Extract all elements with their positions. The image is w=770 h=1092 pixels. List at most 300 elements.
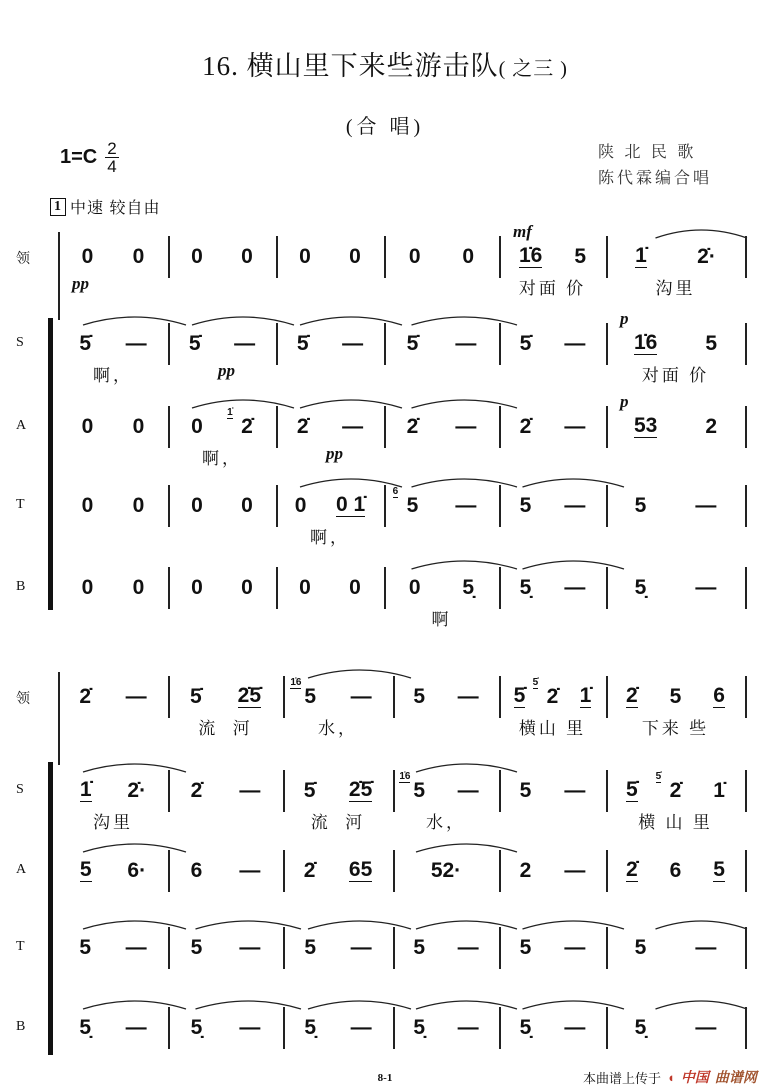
barline [276,323,278,365]
note: 6 [713,684,725,707]
rehearsal-mark: 1 [50,198,66,216]
staff-bracket [48,762,53,1055]
note: 5̣ [519,1016,532,1039]
note: — [457,685,479,708]
note: 2̇ 5̇ [655,771,682,802]
note: 1̇6 [518,244,543,267]
note: 5̇ [519,332,532,355]
lyric: 横山 里 [518,719,587,738]
note: 1̇6 [633,331,658,354]
measure [287,778,389,804]
measure [280,244,380,270]
measure [610,244,741,270]
measure [62,493,164,519]
lyric: 对面 价 [518,279,587,298]
dynamic-marking: mf [513,222,532,241]
tie-arc [83,921,186,929]
tie-arc [300,317,402,325]
note: 2̇5̇ [348,778,373,801]
note: 5 [413,685,426,708]
note: 5 [304,936,317,959]
measure [503,575,602,601]
measure [610,684,741,710]
site-name-b: 曲谱网 [714,1069,757,1085]
note: — [564,332,586,355]
barline [276,236,278,278]
measure [62,414,164,440]
note: 53 [633,414,658,437]
note: 0 [349,245,361,268]
barline [745,1007,747,1049]
barline [499,770,501,812]
staff-label: T [16,497,25,512]
tie-arc [416,844,517,852]
lyric: 对面 价 [641,366,710,385]
measure [280,414,380,440]
barline [384,485,386,527]
measure [388,331,495,357]
note: 5̇ [79,332,92,355]
barline [745,770,747,812]
note: 2̇ [296,415,309,438]
tie-arc [300,400,402,408]
barline [499,1007,501,1049]
note: 0 [191,494,203,517]
lyric: 流 河 [310,813,366,832]
barline [283,927,285,969]
note: 0 [349,576,361,599]
note: — [455,415,477,438]
tie-arc [83,844,186,852]
dynamic-marking: p [620,392,629,411]
measure [62,244,164,270]
measure [397,684,495,710]
note: 5̇ [303,779,316,802]
note: 2̇ 5̇ [532,677,559,708]
measure [503,778,602,804]
barline [745,567,747,609]
note: 5̇ [188,332,201,355]
note: 0 [299,576,311,599]
lyric: 啊， [93,366,133,385]
note: 0 [191,576,203,599]
measure [388,575,495,601]
tempo-text: 中速 较自由 [70,200,161,217]
measure [610,493,741,519]
barline [745,676,747,718]
measure [172,1015,279,1041]
measure [172,935,279,961]
note: 0 [241,245,253,268]
barline [276,485,278,527]
barline [499,485,501,527]
note: 6 [669,859,682,882]
note: 2̇ [303,859,316,882]
note: 65 [348,858,373,881]
barline [384,406,386,448]
barline [745,927,747,969]
barline [168,567,170,609]
barline [499,323,501,365]
grace-note: 6 [392,486,399,497]
measure [172,684,279,710]
note: — [125,936,147,959]
staff-label: S [16,335,24,350]
tie-arc [196,921,302,929]
tie-arc [523,921,625,929]
tie-arc [83,1001,186,1009]
measure [610,575,741,601]
note: 0 [132,494,145,517]
grace-note: 1̇ [227,407,233,418]
tie-arc [308,1001,411,1009]
barline [384,323,386,365]
note: 5̣ [413,1016,426,1039]
measure [610,1015,741,1041]
measure [397,1015,495,1041]
note: 2̇5̇ [237,684,261,707]
measure [62,935,164,961]
note: 2 [519,859,532,882]
measure [172,575,272,601]
note: 2̇ 1̇ [227,407,253,438]
note: 0 [241,494,253,517]
time-numerator: 2 [107,139,117,158]
note: — [695,1016,717,1039]
barline [393,850,395,892]
note: 2̇ [519,415,532,438]
barline [283,850,285,892]
note: 2̇· [697,245,716,268]
note: — [564,576,586,599]
note: — [457,936,479,959]
note: — [350,936,372,959]
lyric: 水， [426,813,466,832]
note: 2̇· [127,779,147,802]
note: 5̣ [304,1016,317,1039]
credit-arranger: 陈代霖编合唱 [598,170,713,187]
staff-label: B [16,579,26,594]
tie-arc [523,1001,625,1009]
barline [606,485,608,527]
measure [172,331,272,357]
note: 0 [191,245,203,268]
note: 5 [413,936,426,959]
barline [168,406,170,448]
tie-arc [523,561,625,569]
measure [62,1015,164,1041]
barline [745,236,747,278]
barline [745,485,747,527]
note: — [695,576,717,599]
barline [606,676,608,718]
time-denominator: 4 [107,157,117,176]
staff-label: 领 [16,252,30,267]
note: 5̣ [519,576,532,599]
note: 5 [79,936,92,959]
measure [280,493,380,519]
note: 0 [81,494,94,517]
note: 0 [462,245,475,268]
note: — [239,1016,261,1039]
lyric: 啊 [431,610,452,629]
tie-arc [412,317,518,325]
note: 2̇ [625,684,638,707]
measure [388,244,495,270]
note: 5 [519,779,532,802]
upload-text: 本曲谱上传于 [583,1070,662,1086]
tie-arc [192,317,294,325]
note: — [695,494,717,517]
barline [745,406,747,448]
barline [745,850,747,892]
lyric: 沟里 [93,813,133,832]
tie-arc [83,764,186,772]
note: 2̇ [190,779,203,802]
staff-label: S [16,782,24,797]
note: — [457,779,479,802]
note: — [342,332,364,355]
tie-arc [416,1001,517,1009]
lyric: 水， [318,719,358,738]
measure [287,1015,389,1041]
note: — [125,685,147,708]
tie-arc [196,1001,302,1009]
barline [283,1007,285,1049]
barline [384,567,386,609]
note: 5 [190,936,203,959]
measure [503,677,602,710]
tie-arc [416,921,517,929]
note: 5̇ [406,332,419,355]
barline [606,850,608,892]
barline [168,676,170,718]
tie-arc [412,561,518,569]
measure [62,575,164,601]
lyric: 沟里 [655,279,696,298]
measure [503,331,602,357]
note: — [564,415,586,438]
note: 5̣ [462,576,475,599]
note: 0 [132,415,145,438]
lyric: 啊， [310,528,350,547]
barline [606,236,608,278]
tie-arc [656,230,748,238]
barline [606,770,608,812]
tie-arc [308,670,411,678]
barline [393,676,395,718]
barline [606,323,608,365]
site-logo-icon: ◖ [667,1069,675,1085]
barline [745,323,747,365]
note: 0 [81,245,94,268]
score-title [0,44,770,83]
measure [503,858,602,884]
measure [503,414,602,440]
note: — [457,1016,479,1039]
note: — [564,859,586,882]
note: 52· [430,859,462,882]
note: 0 [132,245,145,268]
measure [610,858,741,884]
note: 2̇ [406,415,419,438]
note: 2̇ [625,858,638,881]
note: 5 [634,936,647,959]
note: 5 [713,858,725,881]
note: — [455,494,477,517]
staff-label: A [16,418,27,433]
note: — [239,859,261,882]
note: 0 [81,415,94,438]
barline [168,323,170,365]
barline [499,927,501,969]
tie-arc [83,317,186,325]
grace-note: 1̇6 [399,771,411,782]
barline [168,485,170,527]
tie-arc [656,921,748,929]
note: 1̇ [579,684,592,707]
tempo-marking [50,195,160,218]
measure [280,575,380,601]
measure [172,858,279,884]
note: — [455,332,477,355]
note: 5 1̇6 [399,771,426,802]
barline [168,1007,170,1049]
barline [283,770,285,812]
dynamic-marking: pp [326,444,343,463]
note: 0 [408,245,421,268]
measure [388,486,495,519]
note: — [234,332,256,355]
barline [606,1007,608,1049]
measure [503,493,602,519]
tie-arc [412,479,518,487]
staff-label: 领 [16,692,30,707]
note: 5 [705,332,717,355]
barline [168,236,170,278]
measure [172,493,272,519]
note: — [564,779,586,802]
note: 5 [634,494,647,517]
note: — [564,936,586,959]
note: — [239,936,261,959]
note: 5 [574,245,586,268]
note: 0 [299,245,311,268]
note: 5 [519,936,532,959]
key-signature [60,140,119,175]
note: 5̇ [296,332,309,355]
staff-label: T [16,939,25,954]
note: — [239,779,261,802]
tie-arc [412,400,518,408]
barline [499,406,501,448]
measure [172,244,272,270]
measure [503,244,602,270]
measure [62,778,164,804]
note: 5̇ [189,685,202,708]
key-text: 1=C [60,146,98,168]
barline [168,850,170,892]
page-number: 8-1 [377,1072,393,1084]
note: 0 [81,576,94,599]
barline [168,770,170,812]
tie-arc [300,479,402,487]
staff-bracket [48,318,53,610]
note: 5 [669,685,682,708]
title-text: 16. 横山里下来些游击队 [202,51,499,81]
measure [610,771,741,804]
grace-note: 1̇6 [290,677,302,688]
barline [276,406,278,448]
tie-arc [656,1001,748,1009]
grace-note: 5̇ [532,677,539,688]
measure [610,414,741,440]
note: 0 [294,494,307,517]
credit-origin: 陕 北 民 歌 [598,144,697,161]
note: — [125,332,147,355]
note: — [350,1016,372,1039]
note: 5̇ [513,684,526,707]
time-signature [105,140,118,175]
measure [610,331,741,357]
note: 1̇ [79,778,92,801]
lyric: 下来 些 [641,719,710,738]
note: 5̣ [79,1016,92,1039]
note: 1̇ [635,244,647,267]
barline [276,567,278,609]
note: 2̇ [79,685,92,708]
barline [393,927,395,969]
measure [287,858,389,884]
barline [606,406,608,448]
barline [168,927,170,969]
measure [172,407,272,440]
staff-label: B [16,1019,26,1034]
note: 2 [705,415,717,438]
measure [62,684,164,710]
tie-arc [523,479,625,487]
lyric: 啊， [202,449,242,468]
note: 0 [191,415,203,438]
barline [499,567,501,609]
note: 5 6 [392,486,419,517]
barline [283,676,285,718]
barline [393,770,395,812]
note: 0 [241,576,253,599]
measure [172,778,279,804]
barline [606,567,608,609]
measure [503,935,602,961]
barline [499,850,501,892]
note: — [564,1016,586,1039]
note: 6 [190,859,203,882]
note: 5̇ [625,778,638,801]
measure [610,935,741,961]
staff-label: A [16,862,27,877]
note: 0 [408,576,421,599]
note: — [695,936,717,959]
barline [384,236,386,278]
barline [499,236,501,278]
measure [397,771,495,804]
barline [393,1007,395,1049]
system-line [58,672,60,765]
tie-arc [308,921,411,929]
upload-notice [583,1067,757,1087]
note: 5 [79,858,92,881]
credits [598,140,712,192]
note: — [342,415,364,438]
